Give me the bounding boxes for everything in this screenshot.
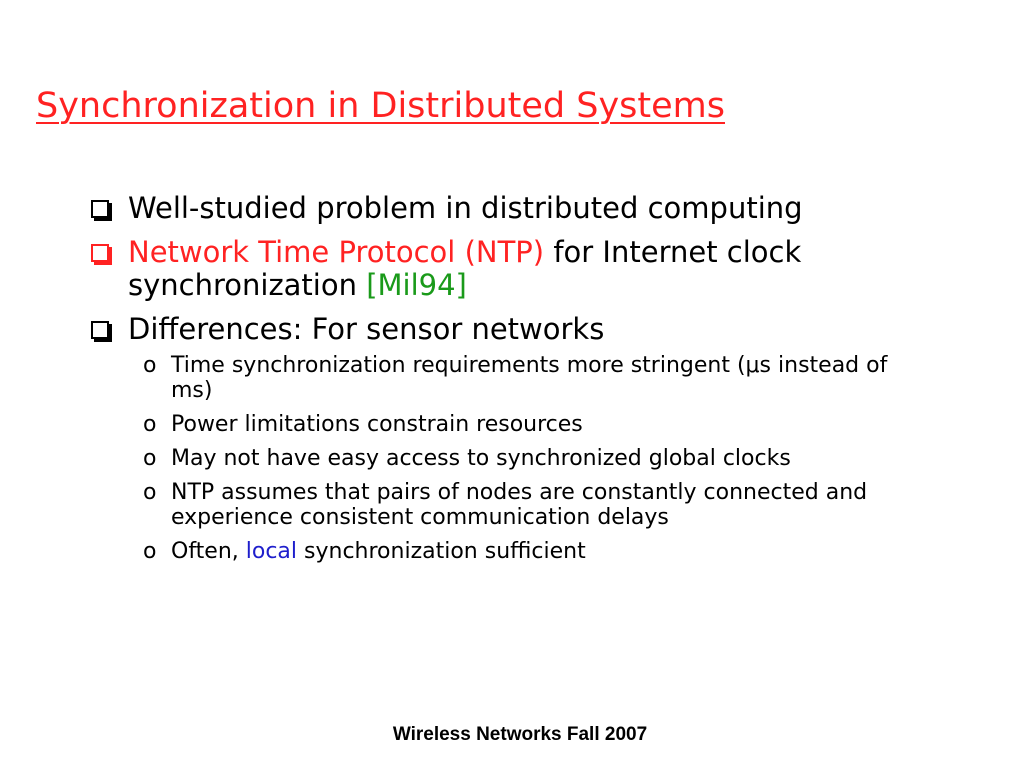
sub-bullet-item (143, 539, 933, 564)
bullet-text: Well-studied problem in distributed computing (128, 191, 803, 225)
circle-marker: o (143, 412, 157, 437)
sub-bullet-text: Power limitations constrain resources (171, 412, 583, 437)
checkbox-icon (91, 200, 109, 218)
circle-marker: o (143, 539, 157, 564)
footer-text: Wireless Networks Fall 2007 (392, 724, 648, 745)
sub-bullet-text: NTP assumes that pairs of nodes are constantly connected and experience consistent communication delays (171, 480, 868, 530)
bullet-text: Differences: For sensor networks (128, 312, 605, 346)
ntp-highlight: Network Time Protocol (NTP) (128, 235, 545, 269)
sub-bullet-text: Time synchronization requirements more stringent (μs instead of ms) (171, 353, 888, 403)
sub-bullet-list (143, 353, 933, 564)
local-highlight: local (245, 539, 298, 564)
bullet-list (90, 192, 970, 573)
sub-bullet-item (143, 480, 933, 530)
circle-marker: o (143, 446, 157, 471)
bullet-item (90, 236, 970, 302)
sub-bullet-item (143, 353, 933, 403)
sub-bullet-item (143, 446, 933, 471)
circle-marker: o (143, 480, 157, 505)
sub-bullet-text: Often, (171, 539, 246, 564)
checkbox-icon (91, 244, 109, 262)
sub-bullet-text: synchronization sufficient (297, 539, 586, 564)
slide-title: Synchronization in Distributed Systems (36, 86, 725, 126)
bullet-item (90, 313, 970, 346)
circle-marker: o (143, 353, 157, 378)
bullet-text: for Internet clock synchronization (128, 235, 802, 302)
citation: [Mil94] (366, 268, 467, 302)
bullet-item (90, 192, 970, 225)
sub-bullet-item (143, 412, 933, 437)
checkbox-icon (91, 321, 109, 339)
sub-bullet-text: May not have easy access to synchronized global clocks (171, 446, 791, 471)
